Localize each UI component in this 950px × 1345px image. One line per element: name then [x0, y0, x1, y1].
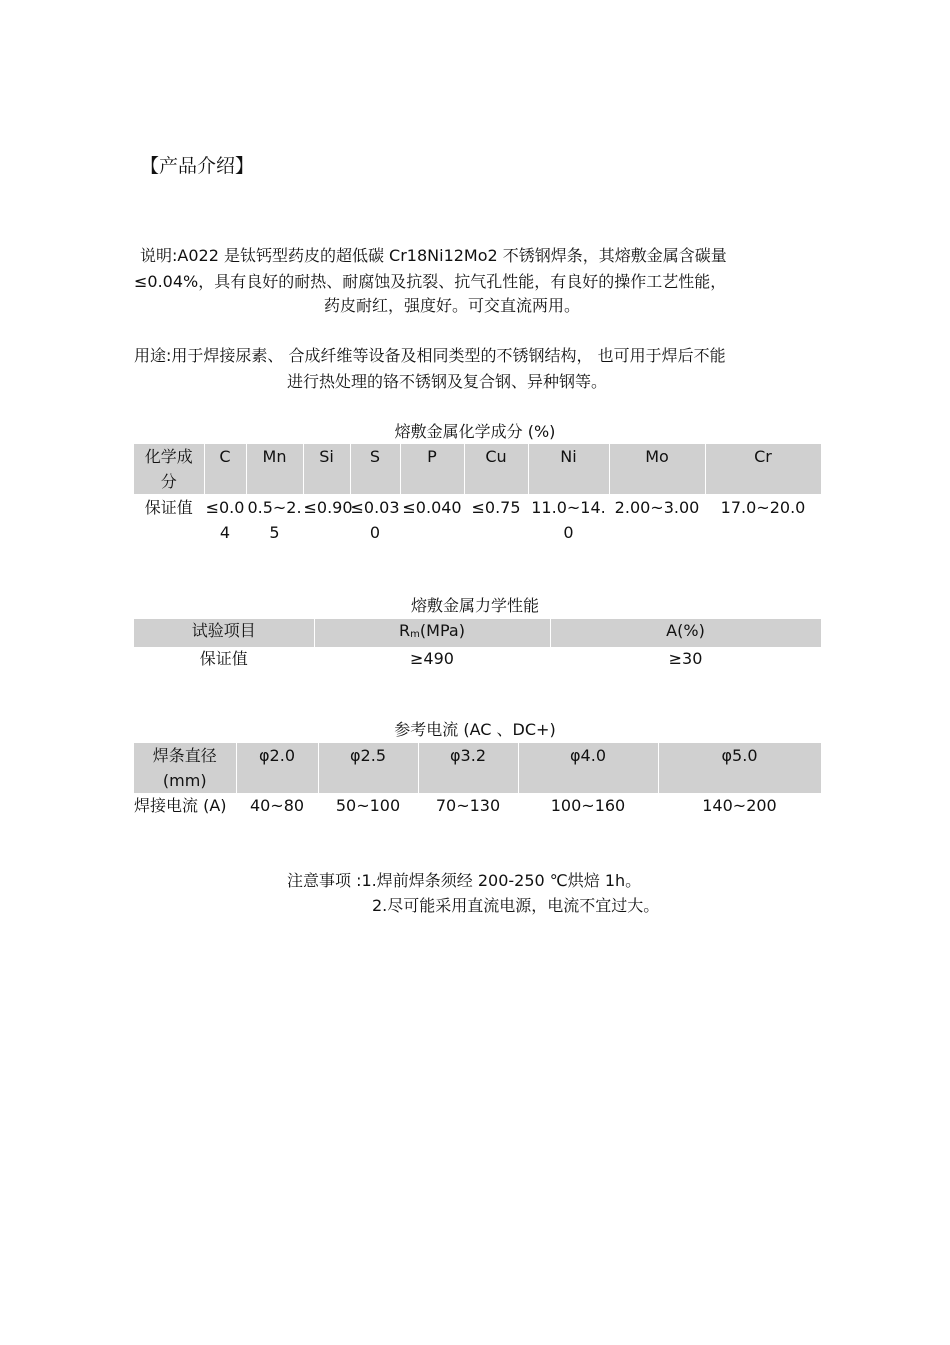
notes-line-1: 注意事项 :1.焊前焊条须经 200-250 ℃烘焙 1h。: [287, 871, 642, 890]
table-cell: 0.5~2. 5: [246, 494, 303, 545]
section-heading: 【产品介绍】: [140, 155, 255, 177]
header-cell: 试验项目: [134, 619, 314, 647]
chem-table-title: 熔敷金属化学成分 (%): [394, 422, 556, 441]
table-cell: ≥490: [314, 647, 550, 671]
header-cell-strength: [314, 619, 550, 647]
header-cell: Ni: [528, 444, 609, 494]
table-cell: ≤0.75: [464, 494, 528, 545]
table-cell: 17.0~20.0: [705, 494, 821, 545]
current-header-row: [134, 743, 821, 793]
mech-table-title: 熔敷金属力学性能: [410, 596, 539, 615]
current-table-title: 参考电流 (AC 、DC+): [394, 720, 556, 739]
description-line-1: 说明:A022 是钛钙型药皮的超低碳 Cr18Ni12Mo2 不锈钢焊条，其熔敷金属含碳量: [140, 246, 727, 265]
rm-symbol: R: [399, 621, 411, 640]
description-line-2: ≤0.04%，具有良好的耐热、耐腐蚀及抗裂、抗气孔性能，有良好的操作工艺性能，: [134, 272, 727, 291]
header-cell: Mo: [609, 444, 705, 494]
chem-header-row: [134, 444, 821, 494]
header-cell: A(%): [550, 619, 821, 647]
header-cell: 化学成 分: [134, 444, 204, 494]
header-cell: C: [204, 444, 246, 494]
current-value-row: [134, 793, 821, 818]
header-cell: Cu: [464, 444, 528, 494]
table-cell: 140~200: [658, 793, 821, 818]
table-cell: 100~160: [518, 793, 658, 818]
header-cell: S: [350, 444, 400, 494]
table-cell: 焊接电流 (A): [134, 793, 236, 818]
header-cell: Mn: [246, 444, 303, 494]
table-cell: ≥30: [550, 647, 821, 671]
table-cell: 50~100: [318, 793, 418, 818]
usage-line-2: 进行热处理的铬不锈钢及复合钢、异种钢等。: [287, 372, 608, 391]
header-cell: φ5.0: [658, 743, 821, 793]
table-cell: 40~80: [236, 793, 318, 818]
header-cell: Si: [303, 444, 350, 494]
mech-header-row: [134, 619, 821, 647]
header-cell: φ2.5: [318, 743, 418, 793]
notes-line-2: 2.尽可能采用直流电源，电流不宜过大。: [372, 896, 660, 915]
table-cell: ≤0.040: [400, 494, 464, 545]
description-line-3: 药皮耐红，强度好。可交直流两用。: [324, 296, 581, 315]
table-cell: 2.00~3.00: [609, 494, 705, 545]
rm-subscript: m: [410, 629, 420, 640]
header-cell: φ4.0: [518, 743, 658, 793]
header-cell: φ2.0: [236, 743, 318, 793]
mech-value-row: [134, 647, 821, 671]
table-cell: 11.0~14. 0: [528, 494, 609, 545]
table-cell: ≤0.0 4: [204, 494, 246, 545]
chem-composition-table: [134, 444, 822, 545]
header-cell: 焊条直径 (mm): [134, 743, 236, 793]
reference-current-table: [134, 743, 822, 818]
table-cell: 70~130: [418, 793, 518, 818]
chem-value-row: [134, 494, 821, 545]
header-cell: φ3.2: [418, 743, 518, 793]
table-cell: 保证值: [134, 494, 204, 545]
table-cell: ≤0.03 0: [350, 494, 400, 545]
mech-properties-table: [134, 619, 822, 671]
header-cell: P: [400, 444, 464, 494]
usage-line-1: 用途:用于焊接尿素、 合成纤维等设备及相同类型的不锈钢结构， 也可用于焊后不能: [134, 346, 726, 365]
rm-unit: (MPa): [419, 621, 465, 640]
table-cell: ≤0.90: [303, 494, 350, 545]
header-cell: Cr: [705, 444, 821, 494]
table-cell: 保证值: [134, 647, 314, 671]
